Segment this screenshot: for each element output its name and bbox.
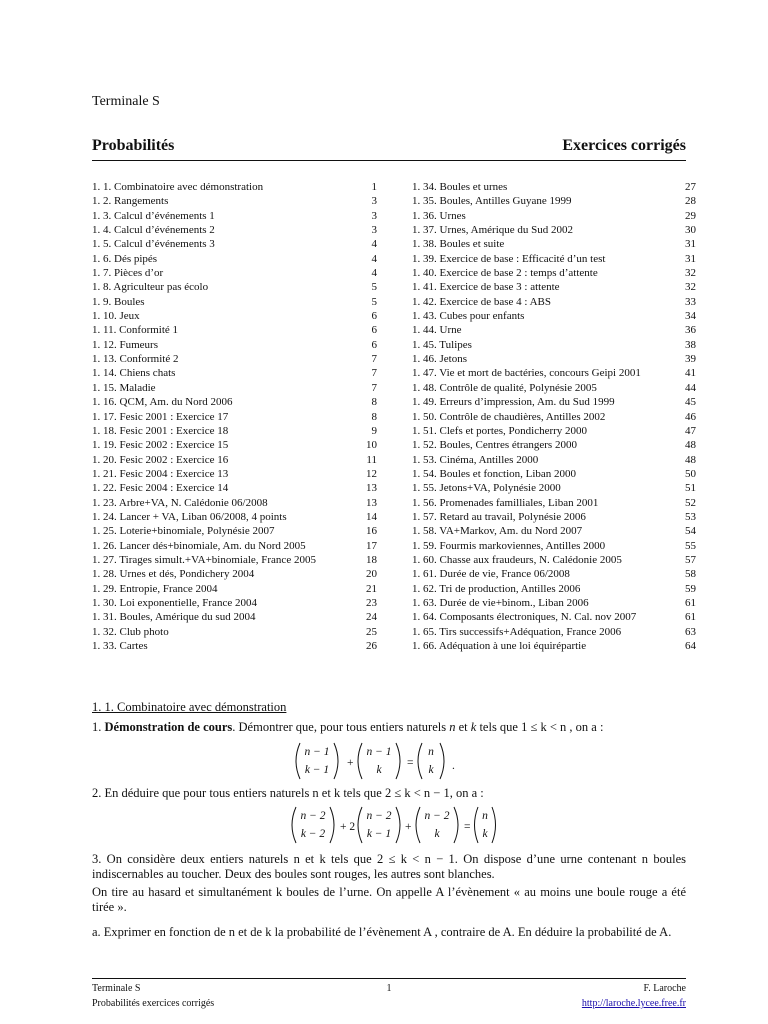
toc-entry[interactable]	[92, 596, 377, 610]
toc-entry[interactable]	[92, 252, 377, 266]
toc-entry[interactable]	[92, 582, 377, 596]
question-1	[92, 720, 686, 735]
toc-left-column	[92, 180, 377, 653]
f2-plus: +	[405, 821, 412, 833]
toc-entry-label[interactable]: 1. 1. Combinatoire avec démonstration	[92, 181, 264, 193]
section-title[interactable]: 1. 1. Combinatoire avec démonstration	[92, 700, 287, 714]
toc-entry[interactable]	[92, 453, 377, 467]
toc-entry[interactable]	[412, 524, 696, 538]
toc-entry[interactable]	[412, 596, 696, 610]
f1-b3-bot: k	[428, 764, 434, 776]
question-3-text: 3. On considère deux entiers naturels n et k tels que 2 ≤ k < n − 1. On dispose d’une urne contenant n boules indiscernables au toucher. Deux des boules sont rouges, les autres sont blanches.	[92, 852, 686, 881]
toc-entry-page[interactable]: 29	[685, 209, 696, 222]
toc-entry[interactable]	[92, 610, 377, 624]
toc-entry[interactable]	[92, 424, 377, 438]
toc-entry[interactable]	[412, 352, 696, 366]
toc-entry-page[interactable]: 41	[685, 367, 696, 380]
var-k: k	[470, 720, 477, 734]
f1-plus: +	[347, 757, 354, 769]
toc-entry-label[interactable]: 1. 35. Boules, Antilles Guyane 1999	[412, 195, 572, 208]
toc-entry-label[interactable]: 1. 22. Fesic 2004 : Exercice 14	[92, 482, 229, 495]
toc-entry-page[interactable]: 13	[366, 482, 377, 495]
toc-entry[interactable]	[92, 467, 377, 481]
toc-right-column	[412, 180, 696, 653]
toc-entry-label[interactable]: 1. 41. Exercice de base 3 : attente	[412, 281, 560, 294]
toc-entry[interactable]	[412, 266, 696, 280]
toc-entry-label[interactable]: 1. 55. Jetons+VA, Polynésie 2000	[412, 482, 561, 495]
toc-entry[interactable]	[412, 209, 696, 223]
toc-entry[interactable]	[92, 410, 377, 424]
toc-entry-page[interactable]: 6	[371, 338, 377, 351]
f1-b3-top: n	[428, 746, 434, 758]
toc-entry-page[interactable]: 64	[685, 640, 696, 652]
toc-entry-page[interactable]: 7	[371, 367, 377, 380]
toc-entry-label[interactable]: 1. 56. Promenades familliales, Liban 2001	[412, 496, 599, 509]
toc-entry[interactable]	[92, 510, 377, 524]
toc-entry-page[interactable]: 52	[685, 496, 696, 509]
toc-entry[interactable]	[412, 280, 696, 294]
toc-entry-label[interactable]: 1. 29. Entropie, France 2004	[92, 582, 218, 595]
footer-level: Terminale S	[92, 983, 141, 994]
f1-b1-top: n − 1	[304, 746, 330, 758]
question-3a-text: a. Exprimer en fonction de n et de k la probabilité de l’évènement A , contraire de A. En déduire la probabilité de A.	[92, 925, 672, 939]
toc-entry-label[interactable]: 1. 45. Tulipes	[412, 338, 472, 351]
toc-entry[interactable]	[92, 309, 377, 323]
question-3	[92, 852, 686, 882]
toc-entry[interactable]	[92, 352, 377, 366]
toc-entry[interactable]	[412, 366, 696, 380]
toc-entry[interactable]	[412, 180, 696, 194]
toc-entry[interactable]	[92, 280, 377, 294]
toc-entry[interactable]	[92, 295, 377, 309]
toc-entry-label[interactable]: 1. 43. Cubes pour enfants	[412, 310, 525, 323]
toc-entry[interactable]	[412, 223, 696, 237]
toc-entry-label[interactable]: 1. 57. Retard au travail, Polynésie 2006	[412, 510, 586, 523]
toc-entry-label[interactable]: 1. 26. Lancer dés+binomiale, Am. du Nord 2005	[92, 539, 306, 552]
toc-entry-page[interactable]: 10	[366, 439, 377, 452]
toc-entry-page[interactable]: 12	[366, 467, 377, 480]
toc-entry-page[interactable]: 23	[366, 596, 377, 609]
toc-entry-page[interactable]: 45	[685, 396, 696, 409]
toc-entry-page[interactable]: 5	[371, 281, 377, 294]
toc-entry-label[interactable]: 1. 49. Erreurs d’impression, Am. du Sud 1999	[412, 396, 615, 409]
f2-b1-top: n − 2	[300, 810, 326, 822]
toc-entry-page[interactable]: 1	[371, 181, 377, 193]
toc-entry-page[interactable]: 61	[685, 611, 696, 624]
toc-entry-page[interactable]: 38	[685, 338, 696, 351]
footer-doc-title: Probabilités exercices corrigés	[92, 998, 215, 1009]
toc-entry-page[interactable]: 53	[685, 510, 696, 523]
toc-entry-page[interactable]: 30	[685, 224, 696, 237]
toc-entry-page[interactable]: 4	[371, 238, 377, 251]
f2-b2-top: n − 2	[366, 810, 392, 822]
question-1-number: 1.	[92, 720, 105, 734]
toc-entry-page[interactable]: 48	[685, 453, 696, 466]
question-1-text-b: et	[455, 720, 471, 734]
toc-entry[interactable]	[92, 639, 377, 653]
toc-entry-page[interactable]: 20	[366, 568, 377, 581]
toc-entry-page[interactable]: 25	[366, 625, 377, 638]
toc-entry-label[interactable]: 1. 12. Fumeurs	[92, 338, 158, 351]
question-1-text-a: . Démontrer que, pour tous entiers naturels	[232, 720, 450, 734]
toc-entry-page[interactable]: 16	[366, 525, 377, 538]
toc-entry-label[interactable]: 1. 23. Arbre+VA, N. Calédonie 06/2008	[92, 496, 268, 509]
toc-entry[interactable]	[412, 510, 696, 524]
toc-entry-page[interactable]: 57	[685, 553, 696, 566]
question-1-text-c: tels que 1 ≤ k < n , on a :	[476, 720, 604, 734]
toc-entry-page[interactable]: 48	[685, 439, 696, 452]
toc-entry-page[interactable]: 13	[366, 496, 377, 509]
toc-entry-label[interactable]: 1. 51. Clefs et portes, Pondicherry 2000	[412, 424, 588, 437]
toc-entry-label[interactable]: 1. 24. Lancer + VA, Liban 06/2008, 4 points	[92, 510, 287, 523]
toc-entry[interactable]	[92, 395, 377, 409]
footer-page-number: 1	[386, 983, 392, 994]
toc-entry-page[interactable]: 46	[685, 410, 696, 423]
toc-entry-label[interactable]: 1. 58. VA+Markov, Am. du Nord 2007	[412, 525, 583, 538]
toc-entry[interactable]	[92, 180, 377, 194]
toc-entry-page[interactable]: 32	[685, 281, 696, 294]
toc-entry-label[interactable]: 1. 25. Loterie+binomiale, Polynésie 2007	[92, 525, 275, 538]
toc-entry-page[interactable]: 8	[371, 410, 377, 423]
toc-entry[interactable]	[92, 266, 377, 280]
toc-entry-label[interactable]: 1. 52. Boules, Centres étrangers 2000	[412, 439, 577, 452]
toc-entry-page[interactable]: 6	[371, 310, 377, 323]
section-heading[interactable]	[92, 700, 686, 715]
toc-entry[interactable]	[412, 467, 696, 481]
toc-entry[interactable]	[412, 410, 696, 424]
toc-entry-page[interactable]: 50	[685, 467, 696, 480]
toc-entry-label[interactable]: 1. 47. Vie et mort de bactéries, concours Geipi 2001	[412, 367, 641, 380]
f2-plus2: + 2	[340, 821, 356, 833]
toc-entry[interactable]	[412, 639, 696, 653]
footer-author: F. Laroche	[643, 983, 686, 994]
toc-entry-label[interactable]: 1. 36. Urnes	[412, 209, 466, 222]
toc-entry-page[interactable]: 21	[366, 582, 377, 595]
toc-entry[interactable]	[412, 323, 696, 337]
f1-end: .	[452, 760, 455, 772]
document-subtitle: Exercices corrigés	[562, 137, 686, 154]
toc-entry-label[interactable]: 1. 60. Chasse aux fraudeurs, N. Calédonie 2005	[412, 553, 622, 566]
f1-b2-bot: k	[376, 764, 382, 776]
toc-entry-page[interactable]: 36	[685, 324, 696, 337]
toc-entry-page[interactable]: 39	[685, 353, 696, 366]
toc-entry-page[interactable]: 28	[685, 195, 696, 208]
toc-entry-page[interactable]: 3	[371, 195, 377, 208]
toc-entry-label[interactable]: 1. 59. Fourmis markoviennes, Antilles 2000	[412, 539, 606, 552]
toc-entry-page[interactable]: 55	[685, 539, 696, 552]
toc-entry-label[interactable]: 1. 40. Exercice de base 2 : temps d’attente	[412, 267, 598, 280]
toc-entry-page[interactable]: 27	[685, 181, 696, 193]
toc-entry-page[interactable]: 3	[371, 209, 377, 222]
toc-entry[interactable]	[92, 496, 377, 510]
toc-entry[interactable]	[92, 223, 377, 237]
toc-entry-page[interactable]: 54	[685, 525, 696, 538]
toc-entry-label[interactable]: 1. 42. Exercice de base 4 : ABS	[412, 295, 551, 308]
toc-entry-label[interactable]: 1. 11. Conformité 1	[92, 324, 179, 337]
toc-entry[interactable]	[412, 295, 696, 309]
toc-entry[interactable]	[412, 194, 696, 208]
toc-entry-label[interactable]: 1. 3. Calcul d’événements 1	[92, 209, 215, 222]
toc-entry-label[interactable]: 1. 64. Composants électroniques, N. Cal. nov 2007	[412, 611, 637, 624]
toc-entry-page[interactable]: 18	[366, 553, 377, 566]
toc-entry-label[interactable]: 1. 4. Calcul d’événements 2	[92, 224, 215, 237]
f1-eq: =	[407, 757, 414, 769]
toc-entry-label[interactable]: 1. 63. Durée de vie+binom., Liban 2006	[412, 596, 589, 609]
toc-entry[interactable]	[92, 524, 377, 538]
toc-entry-label[interactable]: 1. 9. Boules	[92, 295, 145, 308]
toc-entry-page[interactable]: 3	[371, 224, 377, 237]
f2-b1-bot: k − 2	[300, 828, 326, 840]
toc-entry-page[interactable]: 6	[371, 324, 377, 337]
toc-entry-label[interactable]: 1. 16. QCM, Am. du Nord 2006	[92, 396, 233, 409]
f1-b1-bot: k − 1	[304, 764, 330, 776]
toc-entry-label[interactable]: 1. 44. Urne	[412, 324, 462, 337]
toc-entry-page[interactable]: 7	[371, 353, 377, 366]
toc-entry-page[interactable]: 4	[371, 252, 377, 265]
toc-entry[interactable]	[92, 209, 377, 223]
toc-entry[interactable]	[412, 395, 696, 409]
toc-entry[interactable]	[92, 625, 377, 639]
toc-entry-page[interactable]: 63	[685, 625, 696, 638]
toc-entry-page[interactable]: 61	[685, 596, 696, 609]
toc-entry[interactable]	[412, 553, 696, 567]
toc-entry[interactable]	[412, 453, 696, 467]
toc-entry-label[interactable]: 1. 14. Chiens chats	[92, 367, 176, 380]
f2-b4-top: n	[482, 810, 488, 822]
toc-entry-page[interactable]: 5	[371, 295, 377, 308]
question-2-text: 2. En déduire que pour tous entiers naturels n et k tels que 2 ≤ k < n − 1, on a :	[92, 786, 484, 800]
toc-entry[interactable]	[92, 539, 377, 553]
toc-entry[interactable]	[412, 610, 696, 624]
toc-entry[interactable]	[412, 438, 696, 452]
toc-entry[interactable]	[92, 481, 377, 495]
toc-entry-page[interactable]: 14	[366, 510, 377, 523]
toc-entry-label[interactable]: 1. 10. Jeux	[92, 310, 140, 323]
toc-entry-page[interactable]: 44	[685, 381, 696, 394]
toc-entry-page[interactable]: 59	[685, 582, 696, 595]
toc-entry-label[interactable]: 1. 37. Urnes, Amérique du Sud 2002	[412, 224, 574, 237]
toc-entry-page[interactable]: 32	[685, 267, 696, 280]
toc-entry-label[interactable]: 1. 31. Boules, Amérique du sud 2004	[92, 611, 256, 624]
formula-1	[290, 740, 470, 782]
toc-entry[interactable]	[92, 194, 377, 208]
toc-entry-label[interactable]: 1. 21. Fesic 2004 : Exercice 13	[92, 467, 229, 480]
toc-entry-label[interactable]: 1. 19. Fesic 2002 : Exercice 15	[92, 439, 229, 452]
toc-entry-page[interactable]: 58	[685, 568, 696, 581]
question-2	[92, 786, 686, 801]
question-3b-text: On tire au hasard et simultanément k boules de l’urne. On appelle A l’évènement « au moins une boule rouge a été tirée ».	[92, 885, 686, 914]
title-rule	[92, 160, 686, 161]
toc-entry[interactable]	[412, 237, 696, 251]
toc-entry-page[interactable]: 31	[685, 238, 696, 251]
toc-entry-label[interactable]: 1. 17. Fesic 2001 : Exercice 17	[92, 410, 229, 423]
toc-entry-label[interactable]: 1. 6. Dés pipés	[92, 252, 158, 265]
toc-entry-label[interactable]: 1. 38. Boules et suite	[412, 238, 505, 251]
toc-entry-label[interactable]: 1. 7. Pièces d’or	[92, 267, 164, 280]
f2-b4-bot: k	[482, 828, 488, 840]
toc-entry[interactable]	[92, 567, 377, 581]
toc-entry-label[interactable]: 1. 13. Conformité 2	[92, 353, 179, 366]
toc-entry-label[interactable]: 1. 33. Cartes	[92, 640, 148, 652]
toc-entry-page[interactable]: 8	[371, 396, 377, 409]
footer-website-link[interactable]: http://laroche.lycee.free.fr	[581, 998, 686, 1009]
toc-entry[interactable]	[412, 309, 696, 323]
f2-b2-bot: k − 1	[366, 828, 392, 840]
toc-entry[interactable]	[412, 625, 696, 639]
question-3a	[92, 925, 686, 940]
toc-entry[interactable]	[92, 553, 377, 567]
toc-entry-label[interactable]: 1. 28. Urnes et dés, Pondichery 2004	[92, 568, 255, 581]
toc-entry-label[interactable]: 1. 8. Agriculteur pas écolo	[92, 281, 209, 294]
toc-entry-page[interactable]: 47	[685, 424, 696, 437]
toc-entry[interactable]	[412, 338, 696, 352]
toc-entry[interactable]	[412, 539, 696, 553]
toc-entry[interactable]	[412, 424, 696, 438]
toc-entry-label[interactable]: 1. 5. Calcul d’événements 3	[92, 238, 215, 251]
toc-entry-label[interactable]: 1. 20. Fesic 2002 : Exercice 16	[92, 453, 229, 466]
toc-entry-page[interactable]: 51	[685, 482, 696, 495]
toc-entry-label[interactable]: 1. 54. Boules et fonction, Liban 2000	[412, 467, 577, 480]
toc-entry[interactable]	[412, 582, 696, 596]
toc-entry-label[interactable]: 1. 65. Tirs successifs+Adéquation, France 2006	[412, 625, 622, 638]
toc-entry-label[interactable]: 1. 61. Durée de vie, France 06/2008	[412, 568, 570, 581]
toc-entry[interactable]	[92, 366, 377, 380]
toc-entry-label[interactable]: 1. 46. Jetons	[412, 353, 467, 366]
toc-entry-label[interactable]: 1. 34. Boules et urnes	[412, 181, 508, 193]
toc-entry[interactable]	[92, 338, 377, 352]
toc-entry-label[interactable]: 1. 66. Adéquation à une loi équirépartie	[412, 640, 587, 652]
toc-entry-label[interactable]: 1. 15. Maladie	[92, 381, 156, 394]
toc-entry-label[interactable]: 1. 2. Rangements	[92, 195, 169, 208]
document-title: Probabilités	[92, 137, 175, 154]
question-3b	[92, 885, 686, 915]
toc-entry[interactable]	[412, 381, 696, 395]
toc-entry-page[interactable]: 17	[366, 539, 377, 552]
toc-entry[interactable]	[92, 381, 377, 395]
toc-entry-label[interactable]: 1. 30. Loi exponentielle, France 2004	[92, 596, 257, 609]
course-level: Terminale S	[92, 94, 160, 109]
toc-entry[interactable]	[412, 496, 696, 510]
toc-entry-page[interactable]: 4	[371, 267, 377, 280]
toc-entry-page[interactable]: 11	[366, 453, 377, 466]
toc-entry-label[interactable]: 1. 39. Exercice de base : Efficacité d’un test	[412, 252, 606, 265]
toc-entry[interactable]	[92, 237, 377, 251]
toc-entry-label[interactable]: 1. 50. Contrôle de chaudières, Antilles 2002	[412, 410, 606, 423]
question-1-bold: Démonstration de cours	[104, 720, 233, 734]
toc-entry-page[interactable]: 9	[371, 424, 377, 437]
var-n: n	[449, 720, 456, 734]
formula-2	[288, 804, 498, 846]
toc-entry-label[interactable]: 1. 27. Tirages simult.+VA+binomiale, France 2005	[92, 553, 316, 566]
toc-entry[interactable]	[412, 252, 696, 266]
toc-entry[interactable]	[412, 481, 696, 495]
toc-entry-page[interactable]: 26	[366, 640, 377, 652]
toc-entry-page[interactable]: 33	[685, 295, 696, 308]
toc-entry[interactable]	[412, 567, 696, 581]
toc-entry[interactable]	[92, 323, 377, 337]
f2-b3-bot: k	[434, 828, 440, 840]
f2-b3-top: n − 2	[424, 810, 450, 822]
toc-entry-label[interactable]: 1. 32. Club photo	[92, 625, 169, 638]
toc-entry-label[interactable]: 1. 48. Contrôle de qualité, Polynésie 2005	[412, 381, 597, 394]
footer-rule	[92, 978, 686, 979]
f2-eq: =	[464, 821, 471, 833]
toc-entry[interactable]	[92, 438, 377, 452]
toc-entry-label[interactable]: 1. 18. Fesic 2001 : Exercice 18	[92, 424, 229, 437]
toc-entry-page[interactable]: 7	[371, 381, 377, 394]
toc-entry-label[interactable]: 1. 53. Cinéma, Antilles 2000	[412, 453, 539, 466]
toc-entry-page[interactable]: 31	[685, 252, 696, 265]
toc-entry-page[interactable]: 24	[366, 611, 377, 624]
f1-b2-top: n − 1	[366, 746, 392, 758]
toc-entry-label[interactable]: 1. 62. Tri de production, Antilles 2006	[412, 582, 581, 595]
toc-entry-page[interactable]: 34	[685, 310, 696, 323]
